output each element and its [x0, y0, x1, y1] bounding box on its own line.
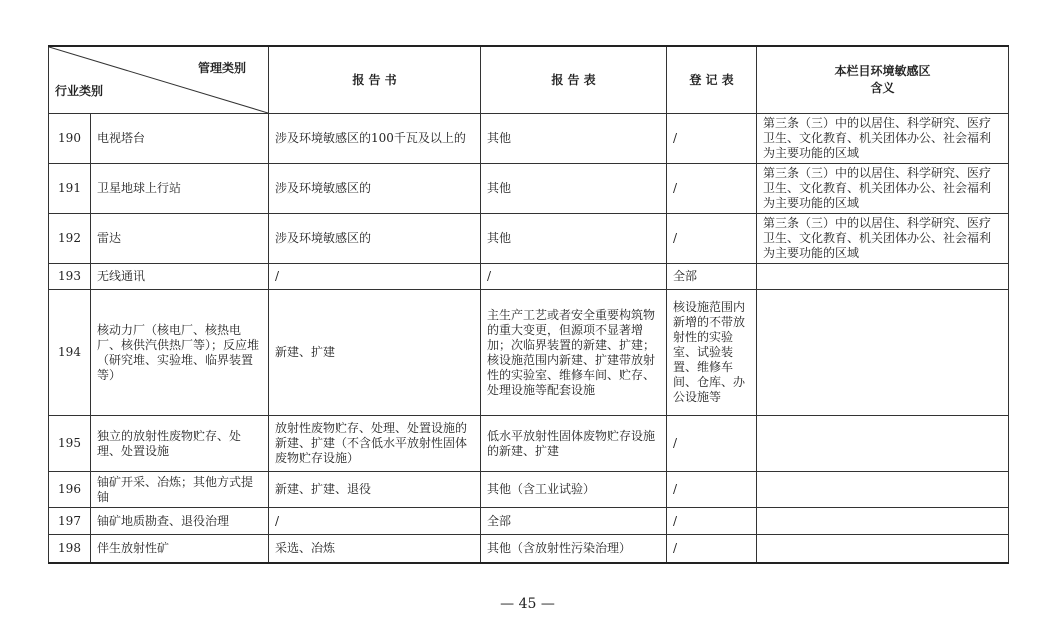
row-number: 193 [49, 264, 91, 290]
header-report-book: 报 告 书 [269, 46, 481, 114]
report-book-cell: / [269, 508, 481, 535]
report-book-cell: 涉及环境敏感区的 [269, 164, 481, 214]
report-book-cell: 涉及环境敏感区的100千瓦及以上的 [269, 114, 481, 164]
report-table-cell: / [481, 264, 667, 290]
row-number: 198 [49, 535, 91, 563]
register-cell: / [667, 164, 757, 214]
register-cell: 核设施范围内新增的不带放射性的实验室、试验装置、维修车间、仓库、办公设施等 [667, 290, 757, 416]
report-book-cell: / [269, 264, 481, 290]
table-row [49, 214, 1009, 264]
sensitive-area-cell: 第三条（三）中的以居住、科学研究、医疗卫生、文化教育、机关团体办公、社会福利为主要功能的区域 [757, 214, 1009, 264]
report-table-cell: 主生产工艺或者安全重要构筑物的重大变更，但源项不显著增加；次临界装置的新建、扩建；核设施范围内新建、扩建带放射性的实验室、维修车间、贮存、处理设施等配套设施 [481, 290, 667, 416]
corner-label-industry-category: 行业类别 [55, 84, 104, 98]
row-number: 196 [49, 472, 91, 508]
industry-type: 卫星地球上行站 [91, 164, 269, 214]
register-cell: / [667, 535, 757, 563]
row-number: 190 [49, 114, 91, 164]
table-row [49, 472, 1009, 508]
report-table-cell: 其他（含放射性污染治理） [481, 535, 667, 563]
industry-type: 伴生放射性矿 [91, 535, 269, 563]
sensitive-area-cell [757, 472, 1009, 508]
header-corner-cell [49, 46, 269, 114]
register-cell: 全部 [667, 264, 757, 290]
diagonal-divider [49, 47, 268, 113]
header-report-table: 报 告 表 [481, 46, 667, 114]
page-number: — 45 — [500, 596, 555, 612]
catalog-table [48, 45, 1009, 564]
row-number: 197 [49, 508, 91, 535]
header-sensitive-line1: 本栏目环境敏感区 [834, 64, 931, 78]
sensitive-area-cell [757, 508, 1009, 535]
industry-type: 铀矿地质勘查、退役治理 [91, 508, 269, 535]
industry-type: 电视塔台 [91, 114, 269, 164]
table-row [49, 416, 1009, 472]
report-table-cell: 其他 [481, 114, 667, 164]
industry-type: 独立的放射性废物贮存、处理、处置设施 [91, 416, 269, 472]
corner-label-management-category: 管理类别 [197, 61, 246, 75]
register-cell: / [667, 416, 757, 472]
report-table-cell: 其他 [481, 214, 667, 264]
industry-type: 雷达 [91, 214, 269, 264]
table-header-row [49, 46, 1009, 114]
report-book-cell: 涉及环境敏感区的 [269, 214, 481, 264]
sensitive-area-cell [757, 535, 1009, 563]
sensitive-area-cell: 第三条（三）中的以居住、科学研究、医疗卫生、文化教育、机关团体办公、社会福利为主要功能的区域 [757, 164, 1009, 214]
register-cell: / [667, 472, 757, 508]
header-sensitive-line2: 含义 [870, 81, 895, 95]
sensitive-area-cell [757, 264, 1009, 290]
table-row [49, 535, 1009, 563]
register-cell: / [667, 114, 757, 164]
row-number: 194 [49, 290, 91, 416]
register-cell: / [667, 508, 757, 535]
register-cell: / [667, 214, 757, 264]
report-book-cell: 放射性废物贮存、处理、处置设施的新建、扩建（不含低水平放射性固体废物贮存设施） [269, 416, 481, 472]
sensitive-area-cell: 第三条（三）中的以居住、科学研究、医疗卫生、文化教育、机关团体办公、社会福利为主要功能的区域 [757, 114, 1009, 164]
industry-type: 无线通讯 [91, 264, 269, 290]
report-table-cell: 低水平放射性固体废物贮存设施的新建、扩建 [481, 416, 667, 472]
sensitive-area-cell [757, 416, 1009, 472]
report-book-cell: 新建、扩建、退役 [269, 472, 481, 508]
row-number: 191 [49, 164, 91, 214]
catalog-table-sheet [48, 45, 1008, 564]
header-register-form: 登 记 表 [667, 46, 757, 114]
table-row [49, 114, 1009, 164]
table-row [49, 264, 1009, 290]
sensitive-area-cell [757, 290, 1009, 416]
industry-type: 核动力厂（核电厂、核热电厂、核供汽供热厂等）；反应堆（研究堆、实验堆、临界装置等） [91, 290, 269, 416]
row-number: 192 [49, 214, 91, 264]
report-table-cell: 其他（含工业试验） [481, 472, 667, 508]
header-sensitive-area [757, 46, 1009, 114]
report-table-cell: 全部 [481, 508, 667, 535]
report-book-cell: 采选、冶炼 [269, 535, 481, 563]
table-row [49, 290, 1009, 416]
row-number: 195 [49, 416, 91, 472]
table-row [49, 164, 1009, 214]
report-book-cell: 新建、扩建 [269, 290, 481, 416]
report-table-cell: 其他 [481, 164, 667, 214]
table-row [49, 508, 1009, 535]
industry-type: 铀矿开采、冶炼；其他方式提铀 [91, 472, 269, 508]
